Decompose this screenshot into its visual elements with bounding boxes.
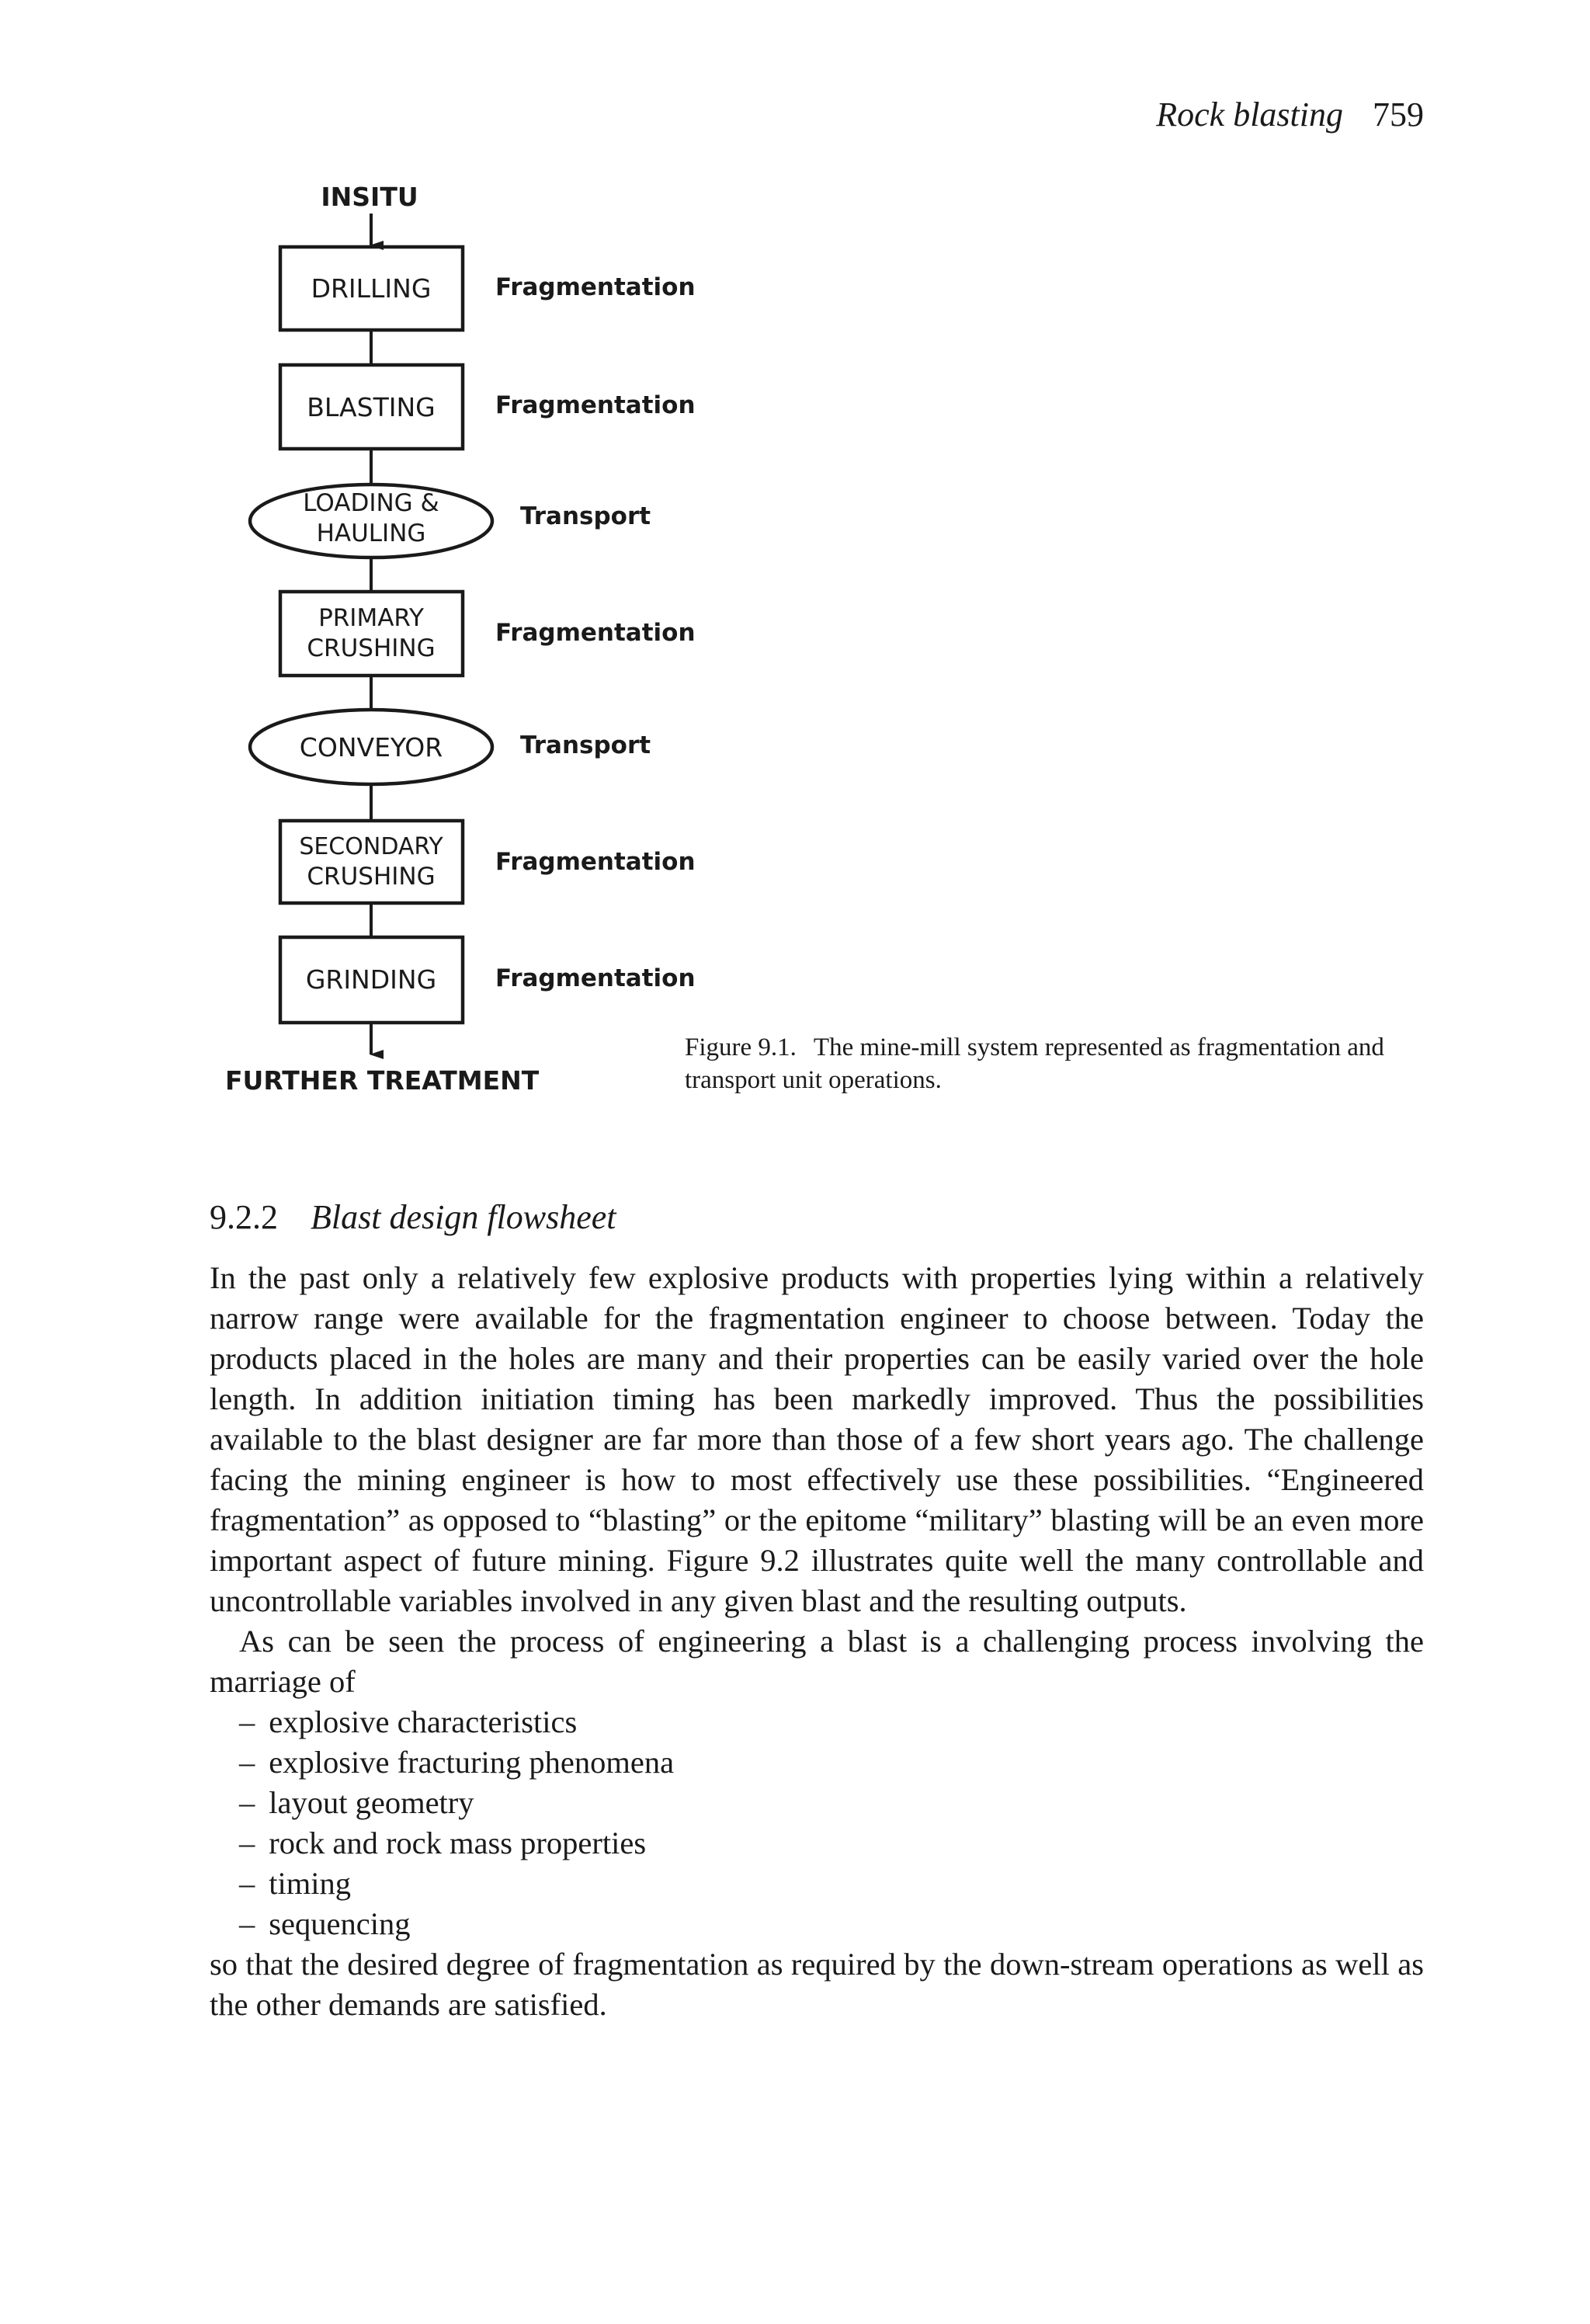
running-head-title: Rock blasting <box>1156 96 1343 134</box>
flow-operation-label: Fragmentation <box>495 391 696 419</box>
list-marker: – <box>239 1906 255 1941</box>
flow-step-loading-hauling <box>250 485 651 558</box>
flow-step-label-line-2: CRUSHING <box>307 863 436 891</box>
flow-step-label-line-2: HAULING <box>316 519 426 547</box>
figure-caption-label: Figure 9.1. <box>685 1033 797 1061</box>
list-marker: – <box>239 1866 255 1901</box>
section-number: 9.2.2 <box>210 1198 278 1236</box>
paragraph: so that the desired degree of fragmentation as required by the down-stream operations as well as the other demands are satisfied. <box>210 1947 1424 2022</box>
paragraph: As can be seen the process of engineering a blast is a challenging process involving the marriage of <box>210 1624 1424 1699</box>
list-marker: – <box>239 1745 255 1780</box>
figure-caption <box>685 1031 1424 1096</box>
flow-operation-label: Fragmentation <box>495 964 696 992</box>
flow-step-blasting <box>280 365 696 449</box>
flow-step-label-line-1: PRIMARY <box>318 604 424 632</box>
flow-operation-label: Fragmentation <box>495 619 696 647</box>
flow-operation-label: Transport <box>520 731 651 759</box>
page-number: 759 <box>1373 96 1424 134</box>
flow-step-secondary-crushing <box>280 821 696 903</box>
figure-caption-text: The mine-mill system represented as fragmentation and transport unit operations. <box>685 1033 1384 1094</box>
flow-step-label-line-1: SECONDARY <box>299 833 443 860</box>
list-item-text: layout geometry <box>269 1785 474 1820</box>
section-title: Blast design flowsheet <box>311 1198 616 1236</box>
paragraph: In the past only a relatively few explosive products with properties lying within a relatively narrow range were available for the fragmentation engineer to choose between. Today the products placed in the holes are many and their properties can be easily varied over the hole length. In addition initiation timing has been markedly improved. Thus the possibilities available to the blast designer are far more than those of a few short years ago. The challenge facing the mining engineer is how to most effectively use these possibilities. “Engineered fragmentation” as opposed to “blasting” or the epitome “military” blasting will be an even more important aspect of future mining. Figure 9.2 illustrates quite well the many controllable and uncontrollable variables involved in any given blast and the resulting outputs. <box>210 1260 1424 1618</box>
list-item <box>239 1702 1424 1742</box>
list-item-text: sequencing <box>269 1906 411 1941</box>
list-item <box>239 1904 1424 1944</box>
marriage-list <box>210 1702 1424 1944</box>
flow-step-label-line-2: CRUSHING <box>307 634 436 662</box>
list-item <box>239 1783 1424 1823</box>
list-item-text: explosive fracturing phenomena <box>269 1745 675 1780</box>
list-item-text: explosive characteristics <box>269 1704 578 1739</box>
list-item <box>239 1823 1424 1864</box>
flow-step-label-line-1: LOADING & <box>303 489 439 517</box>
flow-operation-label: Fragmentation <box>495 273 696 301</box>
flow-operation-label: Transport <box>520 502 651 530</box>
list-marker: – <box>239 1785 255 1820</box>
flow-step-drilling <box>280 247 696 330</box>
flow-step-conveyor <box>250 710 651 784</box>
section-heading <box>210 1196 616 1239</box>
list-marker: – <box>239 1704 255 1739</box>
figure-9-1-flowchart <box>0 0 1590 1126</box>
flow-step-label: GRINDING <box>305 964 437 995</box>
list-item-text: rock and rock mass properties <box>269 1826 647 1860</box>
flow-top-label: INSITU <box>321 182 418 212</box>
flow-operation-label: Fragmentation <box>495 848 696 876</box>
flow-step-label: DRILLING <box>311 273 432 304</box>
body-text <box>210 1258 1424 2025</box>
flow-step-label: BLASTING <box>307 392 436 422</box>
list-item-text: timing <box>269 1866 352 1901</box>
flow-step-grinding <box>280 937 696 1023</box>
flow-step-primary-crushing <box>280 592 696 676</box>
flow-step-label: CONVEYOR <box>299 732 443 763</box>
flow-bottom-label: FURTHER TREATMENT <box>225 1065 540 1096</box>
list-item <box>239 1742 1424 1783</box>
list-item <box>239 1864 1424 1904</box>
list-marker: – <box>239 1826 255 1860</box>
